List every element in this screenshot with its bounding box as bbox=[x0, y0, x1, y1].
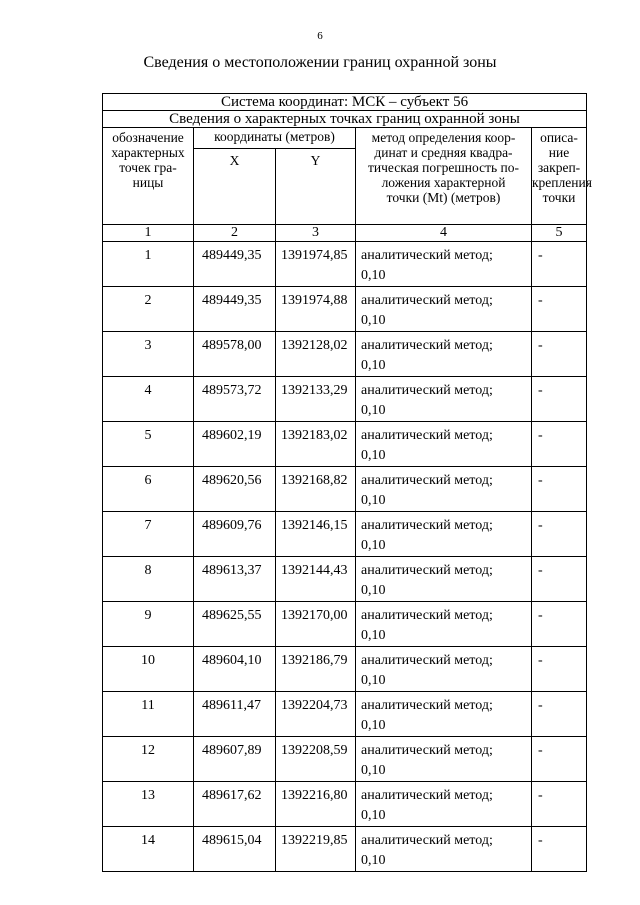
coordinate-y: 1392186,79 bbox=[276, 647, 356, 692]
table-row bbox=[103, 827, 587, 872]
description-cell: - bbox=[532, 242, 587, 287]
column-number: 3 bbox=[276, 225, 356, 242]
method-cell bbox=[356, 332, 532, 377]
method-cell bbox=[356, 377, 532, 422]
method-cell bbox=[356, 827, 532, 872]
page-title: Сведения о местоположении границ охранной зоны bbox=[143, 54, 497, 71]
description-cell: - bbox=[532, 647, 587, 692]
method-cell bbox=[356, 692, 532, 737]
description-cell: - bbox=[532, 557, 587, 602]
point-number: 9 bbox=[103, 602, 194, 647]
table-row bbox=[103, 332, 587, 377]
header-x: X bbox=[194, 149, 276, 225]
header-method-line: ложения характерной bbox=[381, 175, 506, 190]
mt-value: 0,10 bbox=[361, 853, 386, 868]
point-number: 1 bbox=[103, 242, 194, 287]
coordinate-x: 489607,89 bbox=[194, 737, 276, 782]
mt-value: 0,10 bbox=[361, 358, 386, 373]
section-title-label: Сведения о характерных точках границ охранной зоны bbox=[103, 111, 587, 128]
method-text: аналитический метод; bbox=[361, 383, 493, 398]
header-description-line: ние bbox=[548, 145, 570, 160]
method-text: аналитический метод; bbox=[361, 833, 493, 848]
header-method bbox=[356, 128, 532, 225]
method-text: аналитический метод; bbox=[361, 338, 493, 353]
method-cell bbox=[356, 242, 532, 287]
table-row bbox=[103, 647, 587, 692]
method-text: аналитический метод; bbox=[361, 653, 493, 668]
description-cell: - bbox=[532, 512, 587, 557]
coordinate-y: 1392146,15 bbox=[276, 512, 356, 557]
mt-value: 0,10 bbox=[361, 718, 386, 733]
mt-value: 0,10 bbox=[361, 583, 386, 598]
method-cell bbox=[356, 512, 532, 557]
description-cell: - bbox=[532, 467, 587, 512]
method-text: аналитический метод; bbox=[361, 563, 493, 578]
header-description-line: крепления bbox=[532, 175, 592, 190]
mt-value: 0,10 bbox=[361, 448, 386, 463]
coordinate-y: 1392168,82 bbox=[276, 467, 356, 512]
coordinate-y: 1392128,02 bbox=[276, 332, 356, 377]
header-method-line: тическая погрешность по- bbox=[367, 160, 520, 175]
section-title-row bbox=[103, 111, 587, 128]
method-text: аналитический метод; bbox=[361, 293, 493, 308]
mt-value: 0,10 bbox=[361, 763, 386, 778]
method-cell bbox=[356, 782, 532, 827]
coordinate-y: 1392216,80 bbox=[276, 782, 356, 827]
coordinate-y: 1392133,29 bbox=[276, 377, 356, 422]
mt-value: 0,10 bbox=[361, 538, 386, 553]
method-cell bbox=[356, 557, 532, 602]
header-description-line: точки bbox=[542, 190, 576, 205]
table-row bbox=[103, 287, 587, 332]
description-cell: - bbox=[532, 332, 587, 377]
coordinate-x: 489604,10 bbox=[194, 647, 276, 692]
table-row bbox=[103, 737, 587, 782]
coordinate-x: 489573,72 bbox=[194, 377, 276, 422]
mt-value: 0,10 bbox=[361, 493, 386, 508]
table-row bbox=[103, 467, 587, 512]
header-coordinates: координаты (метров) bbox=[194, 128, 356, 149]
header-point-line: точек гра- bbox=[119, 160, 177, 175]
point-number: 13 bbox=[103, 782, 194, 827]
method-cell bbox=[356, 467, 532, 512]
method-cell bbox=[356, 737, 532, 782]
coordinate-x: 489609,76 bbox=[194, 512, 276, 557]
table-row bbox=[103, 512, 587, 557]
coordinate-x: 489617,62 bbox=[194, 782, 276, 827]
column-number: 2 bbox=[194, 225, 276, 242]
coordinate-y: 1391974,85 bbox=[276, 242, 356, 287]
coordinate-y: 1391974,88 bbox=[276, 287, 356, 332]
coordinate-x: 489449,35 bbox=[194, 287, 276, 332]
point-number: 4 bbox=[103, 377, 194, 422]
mt-value: 0,10 bbox=[361, 403, 386, 418]
method-text: аналитический метод; bbox=[361, 608, 493, 623]
coordinate-y: 1392170,00 bbox=[276, 602, 356, 647]
point-number: 12 bbox=[103, 737, 194, 782]
method-text: аналитический метод; bbox=[361, 473, 493, 488]
coordinate-system-label: Система координат: МСК – субъект 56 bbox=[103, 94, 587, 111]
mt-value: 0,10 bbox=[361, 628, 386, 643]
point-number: 14 bbox=[103, 827, 194, 872]
method-cell bbox=[356, 422, 532, 467]
column-number: 5 bbox=[532, 225, 587, 242]
column-number: 1 bbox=[103, 225, 194, 242]
method-cell bbox=[356, 647, 532, 692]
header-row-top bbox=[103, 128, 587, 149]
method-text: аналитический метод; bbox=[361, 518, 493, 533]
point-number: 5 bbox=[103, 422, 194, 467]
column-number-row bbox=[103, 225, 587, 242]
coordinate-x: 489625,55 bbox=[194, 602, 276, 647]
method-text: аналитический метод; bbox=[361, 248, 493, 263]
coordinate-y: 1392219,85 bbox=[276, 827, 356, 872]
table-row bbox=[103, 557, 587, 602]
point-number: 10 bbox=[103, 647, 194, 692]
description-cell: - bbox=[532, 422, 587, 467]
point-number: 2 bbox=[103, 287, 194, 332]
description-cell: - bbox=[532, 287, 587, 332]
header-method-line: точки (Mt) (метров) bbox=[386, 190, 501, 205]
header-description-line: описа- bbox=[540, 130, 578, 145]
coordinate-x: 489602,19 bbox=[194, 422, 276, 467]
header-method-line: динат и средняя квадра- bbox=[374, 145, 513, 160]
method-text: аналитический метод; bbox=[361, 788, 493, 803]
coordinate-x: 489613,37 bbox=[194, 557, 276, 602]
header-point-designation bbox=[103, 128, 194, 225]
table-row bbox=[103, 422, 587, 467]
coordinate-y: 1392208,59 bbox=[276, 737, 356, 782]
header-method-line: метод определения коор- bbox=[371, 130, 516, 145]
point-number: 7 bbox=[103, 512, 194, 557]
coordinate-system-row bbox=[103, 94, 587, 111]
method-text: аналитический метод; bbox=[361, 698, 493, 713]
point-number: 6 bbox=[103, 467, 194, 512]
coordinate-x: 489620,56 bbox=[194, 467, 276, 512]
table-row bbox=[103, 602, 587, 647]
mt-value: 0,10 bbox=[361, 808, 386, 823]
method-cell bbox=[356, 602, 532, 647]
table-row bbox=[103, 692, 587, 737]
mt-value: 0,10 bbox=[361, 673, 386, 688]
mt-value: 0,10 bbox=[361, 313, 386, 328]
coordinate-x: 489615,04 bbox=[194, 827, 276, 872]
boundary-points-table bbox=[102, 93, 592, 872]
description-cell: - bbox=[532, 602, 587, 647]
point-number: 8 bbox=[103, 557, 194, 602]
coordinate-x: 489449,35 bbox=[194, 242, 276, 287]
header-y: Y bbox=[276, 149, 356, 225]
description-cell: - bbox=[532, 737, 587, 782]
table-row bbox=[103, 242, 587, 287]
method-text: аналитический метод; bbox=[361, 743, 493, 758]
page-number: 6 bbox=[317, 30, 323, 42]
point-number: 11 bbox=[103, 692, 194, 737]
table-row bbox=[103, 377, 587, 422]
coordinate-y: 1392144,43 bbox=[276, 557, 356, 602]
description-cell: - bbox=[532, 782, 587, 827]
method-cell bbox=[356, 287, 532, 332]
point-number: 3 bbox=[103, 332, 194, 377]
header-description bbox=[532, 128, 592, 225]
description-cell: - bbox=[532, 827, 587, 872]
header-point-line: обозначение bbox=[112, 130, 184, 145]
coordinate-x: 489611,47 bbox=[194, 692, 276, 737]
table-row bbox=[103, 782, 587, 827]
description-cell: - bbox=[532, 377, 587, 422]
column-number: 4 bbox=[356, 225, 532, 242]
coordinate-y: 1392183,02 bbox=[276, 422, 356, 467]
header-point-line: характерных bbox=[111, 145, 185, 160]
coordinate-y: 1392204,73 bbox=[276, 692, 356, 737]
method-text: аналитический метод; bbox=[361, 428, 493, 443]
mt-value: 0,10 bbox=[361, 268, 386, 283]
coordinate-x: 489578,00 bbox=[194, 332, 276, 377]
header-point-line: ницы bbox=[132, 175, 164, 190]
header-description-line: закреп- bbox=[537, 160, 581, 175]
description-cell: - bbox=[532, 692, 587, 737]
